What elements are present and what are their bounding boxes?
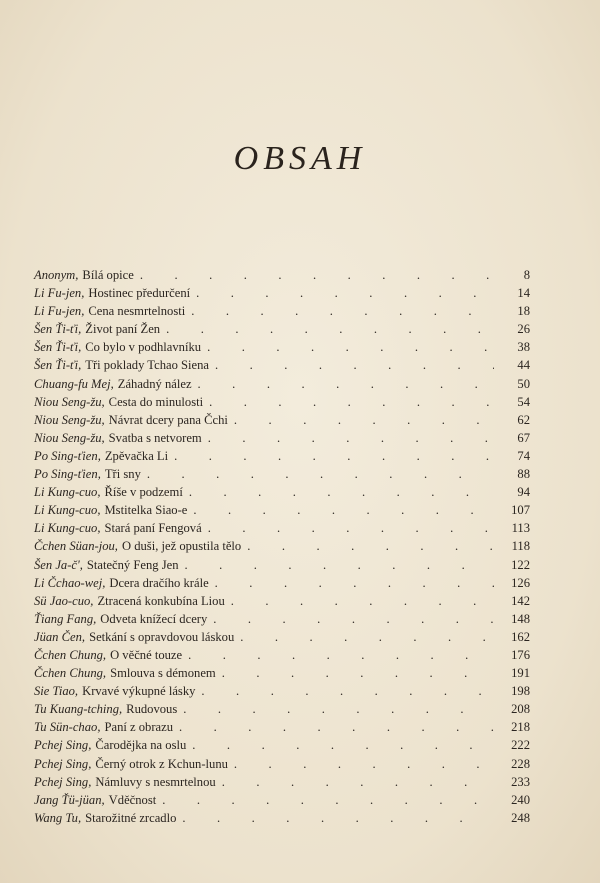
toc-page-number: 198 bbox=[511, 684, 530, 699]
toc-author: Sie Tiao, bbox=[34, 684, 79, 699]
toc-page-number: 118 bbox=[511, 539, 530, 554]
toc-entry bbox=[34, 592, 530, 610]
toc-page-number: 248 bbox=[511, 810, 530, 825]
dot-leader bbox=[196, 284, 494, 302]
toc-author: Li Fu-jen, bbox=[34, 304, 85, 319]
toc-author: Šen Ťi-ťi, bbox=[34, 358, 82, 373]
dot-leader bbox=[234, 755, 494, 773]
toc-page-number: 218 bbox=[511, 720, 530, 735]
toc-title: Život paní Žen bbox=[85, 322, 161, 337]
dot-leader bbox=[179, 718, 494, 736]
dot-leader bbox=[162, 791, 494, 809]
toc-page-number: 142 bbox=[511, 593, 530, 608]
toc-page-number: 8 bbox=[523, 268, 530, 282]
toc-title: Starožitné zrcadlo bbox=[85, 810, 177, 825]
toc-title: Vděčnost bbox=[108, 792, 157, 807]
toc-page-number: 67 bbox=[517, 430, 530, 445]
dot-leader bbox=[183, 700, 494, 718]
toc-entry bbox=[34, 375, 530, 393]
toc-entry bbox=[34, 519, 530, 537]
toc-entry bbox=[34, 755, 530, 773]
toc-entry bbox=[34, 664, 530, 682]
toc-page-number: 191 bbox=[511, 666, 530, 681]
toc-title: Zpěvačka Li bbox=[104, 448, 169, 463]
toc-entry bbox=[34, 302, 530, 320]
toc-author: Anonym, bbox=[34, 268, 79, 282]
toc-entry bbox=[34, 682, 530, 700]
dot-leader bbox=[147, 465, 494, 483]
toc-author: Šen Ťi-ťi, bbox=[34, 340, 82, 355]
dot-leader bbox=[247, 537, 494, 555]
dot-leader bbox=[189, 483, 494, 501]
dot-leader bbox=[240, 628, 494, 646]
toc-author: Šen Ťi-ťi, bbox=[34, 322, 82, 337]
dot-leader bbox=[209, 393, 494, 411]
dot-leader bbox=[198, 375, 494, 393]
toc-entry bbox=[34, 700, 530, 718]
toc-page-number: 50 bbox=[517, 376, 530, 391]
toc-title: Setkání s opravdovou láskou bbox=[89, 629, 235, 644]
toc-page-number: 228 bbox=[511, 756, 530, 771]
dot-leader bbox=[222, 664, 494, 682]
toc-title: Co bylo v podhlavníku bbox=[85, 340, 202, 355]
toc-author: Tu Kuang-tching, bbox=[34, 702, 123, 717]
dot-leader bbox=[192, 736, 494, 754]
toc-title: Cesta do minulosti bbox=[108, 394, 204, 409]
toc-author: Šen Ja-č', bbox=[34, 557, 83, 572]
dot-leader bbox=[213, 610, 494, 628]
dot-leader bbox=[188, 646, 494, 664]
toc-title: Hostinec předurčení bbox=[88, 286, 191, 301]
toc-title: Cena nesmrtelnosti bbox=[88, 304, 186, 319]
table-of-contents bbox=[34, 266, 530, 827]
toc-title: Paní z obrazu bbox=[104, 720, 174, 735]
toc-entry bbox=[34, 266, 530, 284]
toc-entry bbox=[34, 610, 530, 628]
toc-page-number: 62 bbox=[517, 412, 530, 427]
toc-page-number: 126 bbox=[511, 575, 530, 590]
dot-leader bbox=[234, 411, 494, 429]
toc-entry bbox=[34, 320, 530, 338]
dot-leader bbox=[215, 574, 494, 592]
toc-title: Ztracená konkubína Liou bbox=[97, 593, 225, 608]
toc-page-number: 44 bbox=[517, 358, 530, 373]
toc-title: Stará paní Fengová bbox=[104, 521, 202, 536]
toc-author: Niou Seng-žu, bbox=[34, 430, 105, 445]
toc-author: Li Kung-cuo, bbox=[34, 485, 101, 500]
toc-title: Krvavé výkupné lásky bbox=[82, 684, 196, 699]
toc-page-number: 14 bbox=[517, 286, 530, 301]
toc-author: Niou Seng-žu, bbox=[34, 394, 105, 409]
toc-page-number: 54 bbox=[517, 394, 530, 409]
toc-title: Smlouva s démonem bbox=[110, 666, 216, 681]
toc-title: Tři sny bbox=[104, 467, 141, 482]
toc-title: O věčné touze bbox=[110, 647, 183, 662]
dot-leader bbox=[166, 320, 494, 338]
toc-entry bbox=[34, 628, 530, 646]
toc-entry bbox=[34, 429, 530, 447]
toc-author: Po Sing-ťien, bbox=[34, 467, 101, 482]
toc-title: Statečný Feng Jen bbox=[86, 557, 179, 572]
toc-title: Černý otrok z Kchun-lunu bbox=[95, 756, 228, 771]
toc-author: Čchen Chung, bbox=[34, 666, 107, 681]
toc-title: Říše v podzemí bbox=[104, 485, 183, 500]
dot-leader bbox=[215, 356, 494, 374]
toc-page-number: 222 bbox=[511, 738, 530, 753]
dot-leader bbox=[208, 429, 494, 447]
toc-page-number: 38 bbox=[517, 340, 530, 355]
toc-entry bbox=[34, 393, 530, 411]
toc-entry bbox=[34, 773, 530, 791]
toc-author: Jang Ťü-jüan, bbox=[34, 792, 105, 807]
toc-author: Čchen Chung, bbox=[34, 647, 107, 662]
dot-leader bbox=[140, 266, 494, 284]
toc-entry bbox=[34, 736, 530, 754]
toc-title: O duši, jež opustila tělo bbox=[121, 539, 242, 554]
toc-title: Dcera dračího krále bbox=[109, 575, 209, 590]
toc-author: Li Kung-cuo, bbox=[34, 503, 101, 518]
toc-author: Wang Tu, bbox=[34, 810, 82, 825]
toc-title: Záhadný nález bbox=[117, 376, 192, 391]
toc-title: Návrat dcery pana Čchi bbox=[108, 412, 228, 427]
dot-leader bbox=[182, 809, 494, 827]
toc-author: Po Sing-ťien, bbox=[34, 448, 101, 463]
toc-author: Čchen Süan-jou, bbox=[34, 539, 118, 554]
toc-page-number: 176 bbox=[511, 647, 530, 662]
dot-leader bbox=[185, 556, 495, 574]
toc-entry bbox=[34, 791, 530, 809]
toc-title: Odveta knížecí dcery bbox=[100, 611, 208, 626]
toc-entry bbox=[34, 356, 530, 374]
toc-entry bbox=[34, 284, 530, 302]
toc-entry bbox=[34, 556, 530, 574]
toc-entry bbox=[34, 809, 530, 827]
toc-page-number: 122 bbox=[511, 557, 530, 572]
toc-page-number: 240 bbox=[511, 792, 530, 807]
toc-entry bbox=[34, 574, 530, 592]
toc-page-number: 148 bbox=[511, 611, 530, 626]
toc-page-number: 233 bbox=[511, 774, 530, 789]
dot-leader bbox=[222, 773, 494, 791]
dot-leader bbox=[191, 302, 494, 320]
toc-entry bbox=[34, 465, 530, 483]
dot-leader bbox=[201, 682, 494, 700]
toc-title: Bílá opice bbox=[82, 268, 134, 282]
toc-author: Li Fu-jen, bbox=[34, 286, 85, 301]
toc-title: Tři poklady Tchao Siena bbox=[85, 358, 210, 373]
toc-author: Pchej Sing, bbox=[34, 756, 92, 771]
toc-author: Li Kung-cuo, bbox=[34, 521, 101, 536]
toc-entry bbox=[34, 537, 530, 555]
toc-author: Jüan Čen, bbox=[34, 629, 86, 644]
toc-title: Námluvy s nesmrtelnou bbox=[95, 774, 216, 789]
toc-title: Mstitelka Siao-e bbox=[104, 503, 188, 518]
dot-leader bbox=[207, 338, 494, 356]
dot-leader bbox=[208, 519, 494, 537]
toc-page-number: 107 bbox=[511, 503, 530, 518]
toc-page-number: 113 bbox=[511, 521, 530, 536]
toc-author: Pchej Sing, bbox=[34, 738, 92, 753]
toc-page-number: 162 bbox=[511, 629, 530, 644]
toc-page-number: 208 bbox=[511, 702, 530, 717]
toc-entry bbox=[34, 718, 530, 736]
toc-author: Ťiang Fang, bbox=[34, 611, 97, 626]
toc-title: Čarodějka na oslu bbox=[95, 738, 187, 753]
page-title: OBSAH bbox=[233, 140, 367, 177]
toc-title: Rudovous bbox=[126, 702, 178, 717]
toc-entry bbox=[34, 447, 530, 465]
toc-author: Niou Seng-žu, bbox=[34, 412, 105, 427]
toc-entry bbox=[34, 646, 530, 664]
toc-entry bbox=[34, 483, 530, 501]
toc-title: Svatba s netvorem bbox=[108, 430, 202, 445]
toc-entry bbox=[34, 501, 530, 519]
toc-page-number: 94 bbox=[517, 485, 530, 500]
toc-page-number: 18 bbox=[517, 304, 530, 319]
toc-page-number: 26 bbox=[517, 322, 530, 337]
toc-entry bbox=[34, 411, 530, 429]
toc-page-number: 88 bbox=[517, 467, 530, 482]
toc-author: Sü Jao-cuo, bbox=[34, 593, 94, 608]
toc-entry bbox=[34, 338, 530, 356]
dot-leader bbox=[174, 447, 494, 465]
toc-author: Tu Sün-chao, bbox=[34, 720, 101, 735]
toc-author: Li Čchao-wej, bbox=[34, 575, 106, 590]
toc-author: Pchej Sing, bbox=[34, 774, 92, 789]
toc-author: Chuang-fu Mej, bbox=[34, 376, 114, 391]
dot-leader bbox=[231, 592, 494, 610]
toc-page-number: 74 bbox=[517, 448, 530, 463]
dot-leader bbox=[193, 501, 494, 519]
